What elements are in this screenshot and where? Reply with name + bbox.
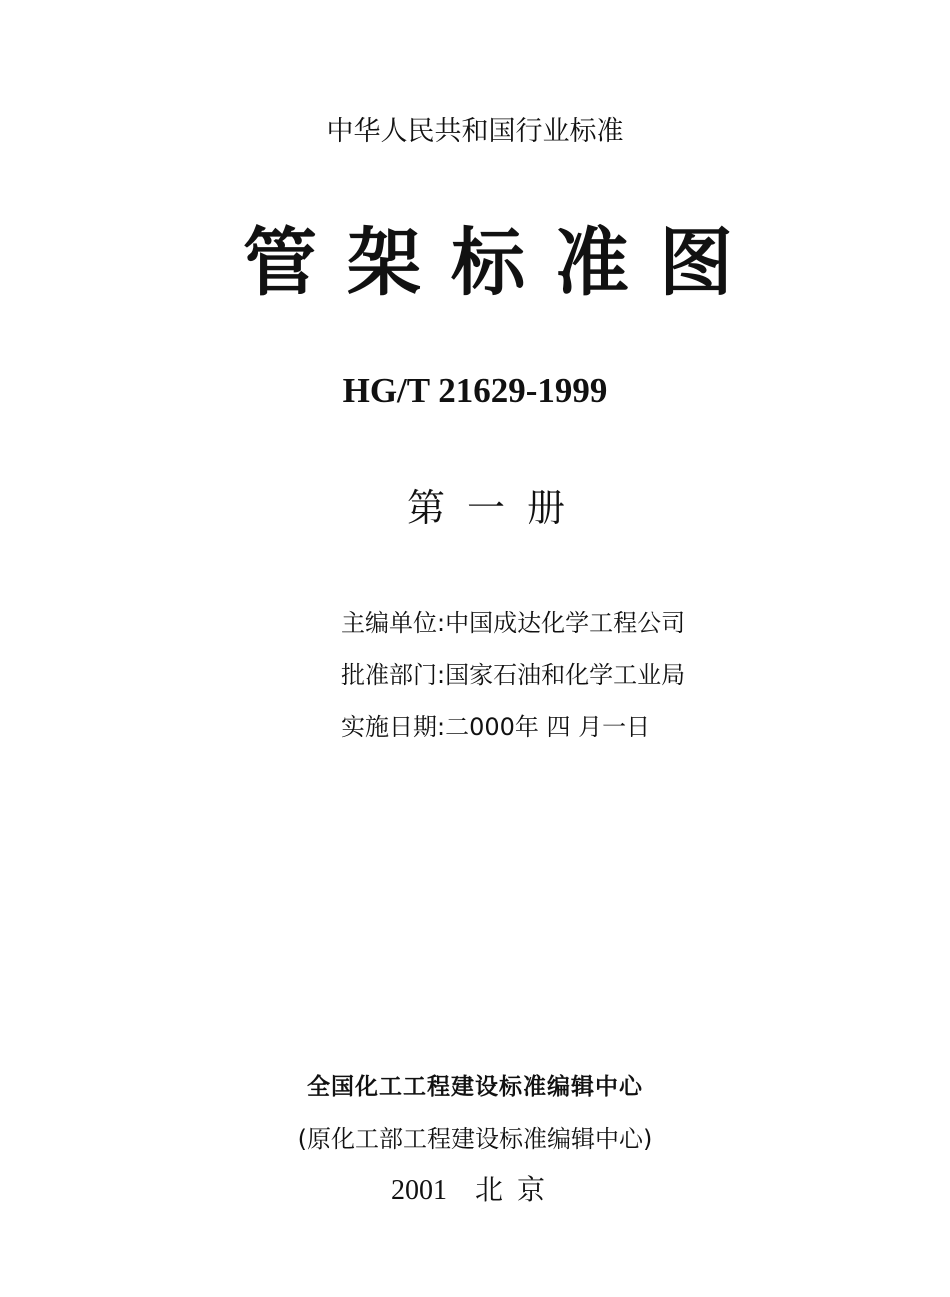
publication-place: 北京 <box>474 1175 559 1206</box>
editor-label: 主编单位: <box>341 609 446 637</box>
publisher: 全国化工工程建设标准编辑中心 <box>307 1074 643 1100</box>
volume-label: 第一册 <box>406 486 587 530</box>
standard-category: 中华人民共和国行业标准 <box>326 116 624 147</box>
page-title: 管架标准图 <box>243 220 763 306</box>
standard-number: HG/T 21629-1999 <box>342 371 608 410</box>
info-block <box>341 604 781 760</box>
effective-date-row <box>341 708 781 760</box>
approver-label: 批准部门: <box>341 661 446 689</box>
editor-row <box>341 604 781 656</box>
publisher-former-name: (原化工部工程建设标准编辑中心) <box>297 1125 653 1153</box>
editor-value: 中国成达化学工程公司 <box>445 609 686 637</box>
effective-date-value: 二000年 四 月一日 <box>445 713 651 741</box>
approver-value: 国家石油和化学工业局 <box>445 661 686 689</box>
approver-row <box>341 656 781 708</box>
publication-line <box>0 1172 950 1210</box>
publication-year: 2001 <box>390 1175 447 1206</box>
effective-date-label: 实施日期: <box>341 713 446 741</box>
